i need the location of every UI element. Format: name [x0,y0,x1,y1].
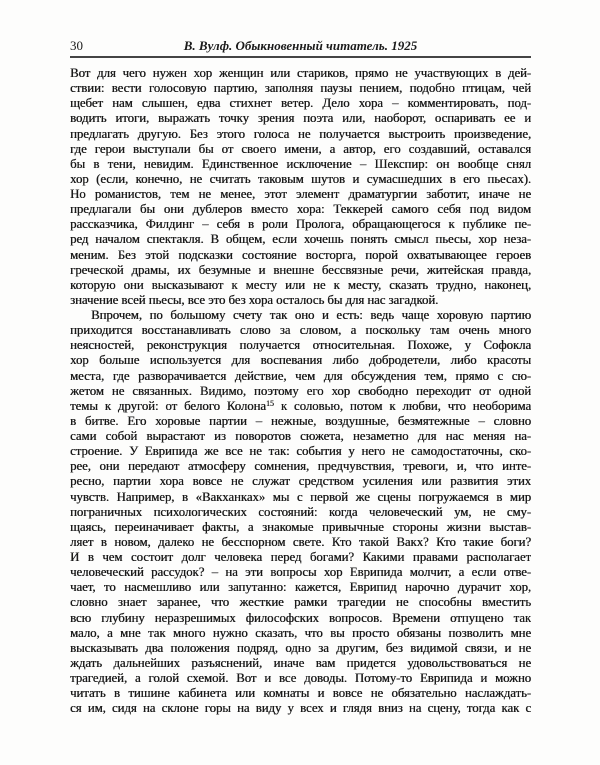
page-content [70,38,531,716]
text-line: ждать дальнейших разъяснений, иначе вам придется удовольствоваться не [70,655,531,670]
text-line: бы в тени, невидим. Единственное исключение – Шекспир: он вообще снял [70,156,531,171]
text-line: водить итоги, выражать точку зрения поэта или, наоборот, оспаривать ее и [70,111,531,126]
text-line: человеческий рассудок? – на эти вопросы хор Еврипида молчит, а если отве- [70,565,531,580]
text-line: высказывать два положения подряд, одно за другим, без видимой связи, и не [70,640,531,655]
text-line: щебет нам слышен, едва стихнет ветер. Дело хора – комментировать, под- [70,96,531,111]
text-line: жетом не связанных. Видимо, поэтому его хор свободно переходит от одной [70,383,531,398]
paragraph [70,66,531,308]
text-line: где герои выступали бы от своего имени, а автор, его создавший, оставался [70,141,531,156]
text-line: сами собой вырастают из поворотов сюжета, незаметно для нас меняя на- [70,429,531,443]
text-line: ся им, сидя на склоне горы на виду у всех и глядя вниз на сцену, тогда как с [70,701,531,716]
text-line: рее, они передают атмосферу сомнения, предчувствия, тревоги, и, что инте- [70,459,531,474]
text-line: ред началом спектакля. В общем, если хочешь понять смысл пьесы, хор неза- [70,232,531,247]
text-line: словно знает заранее, что жесткие рамки трагедии не способны вместить [70,595,531,610]
text-line: в битве. Его хоровые партии – нежные, воздушные, безмятежные – словно [70,413,531,428]
text-line: хор больше используется для воспевания либо добродетели, либо красоты [70,353,531,368]
text-line: рассказчика, Филдинг – себя в роли Пролога, обращающегося к публике пе- [70,217,531,232]
text-line: ствии: вести голосовую партию, заполняя паузы пением, подобно птицам, чей [70,81,531,96]
text-line: предлагать другую. Без этого голоса не получается выстроить произведение, [70,126,531,141]
text-line: щаясь, переиначивает факты, а знакомые привычные стороны жизни выстав- [70,519,531,534]
text-line: пограничных психологических состояний: когда человеческий ум, не сму- [70,504,531,519]
text-line: неясностей, реконструкция получается относительная. Похоже, у Софокла [70,338,531,353]
text-line: Впрочем, по большому счету так оно и есть: ведь чаще хоровую партию [91,308,531,322]
text-line: предлагали бы они дублеров вместо хора: Теккерей самого себя под видом [70,202,531,217]
page-header [70,38,531,58]
text-line: читать в тишине кабинета или комнаты и вовсе не обязательно наслаждать- [70,686,531,701]
text-line: которую они высказывают к месту или не к месту, сказать трудно, наконец, [70,277,531,292]
text-line: места, где разворачивается действие, чем для обсуждения тем, прямо с сю- [70,368,531,383]
text-line: значение всей пьесы, все это без хора осталось бы для нас загадкой. [70,292,439,307]
text-line: хор (если, конечно, не считать таковым шутов и сумасшедших в его пьесах). [70,171,531,186]
text-line: всю глубину неразрешимых философских вопросов. Времени отпущено так [70,610,531,625]
text-line: трагедией, а голой схемой. Вот и все доводы. Потому-то Еврипида и можно [70,671,531,685]
text-line: Но романистов, тем не менее, этот элемент драматургии заботит, иначе не [70,187,531,201]
text-line: И в чем состоит долг человека перед богами? Какими правами располагает [70,550,531,564]
text-line: греческой драмы, их безумные и внешне бессвязные речи, житейская правда, [70,262,531,277]
text-line: Вот для чего нужен хор женщин или стариков, прямо не участвующих в дей- [70,66,531,80]
text-line: мало, а мне так много нужно сказать, что вы просто обязаны позволить мне [70,625,531,640]
running-title: В. Вулф. Обыкновенный читатель. 1925 [183,38,418,53]
text-line: ресно, партии хора вовсе не служат средством усиления или развития этих [70,474,531,489]
page-number: 30 [70,38,83,53]
text-line: темы к другой: от белого Колона$^{15}$ к соловью, потом к любви, что необорима [70,398,531,413]
text-line: чувств. Например, в «Вакханках» мы с первой же сцены погружаемся в мир [70,489,531,504]
text-line: приходится восстанавливать слово за словом, а поскольку там очень много [70,323,531,338]
body-text [70,66,531,716]
text-line: ляет в новом, далеко не бесспорном свете. Кто такой Вакх? Кто такие боги? [70,534,531,549]
text-line: строение. У Еврипида же все не так: события у него не самодостаточны, ско- [70,444,531,459]
text-line: меним. Без этой подсказки состояние восторга, порой охватывающее героев [70,247,531,262]
text-line: чает, то насмешливо или запутанно: кажется, Еврипид нарочно дурачит хор, [70,580,531,595]
footnote-ref: 15 [265,399,274,409]
paragraph [70,308,531,716]
